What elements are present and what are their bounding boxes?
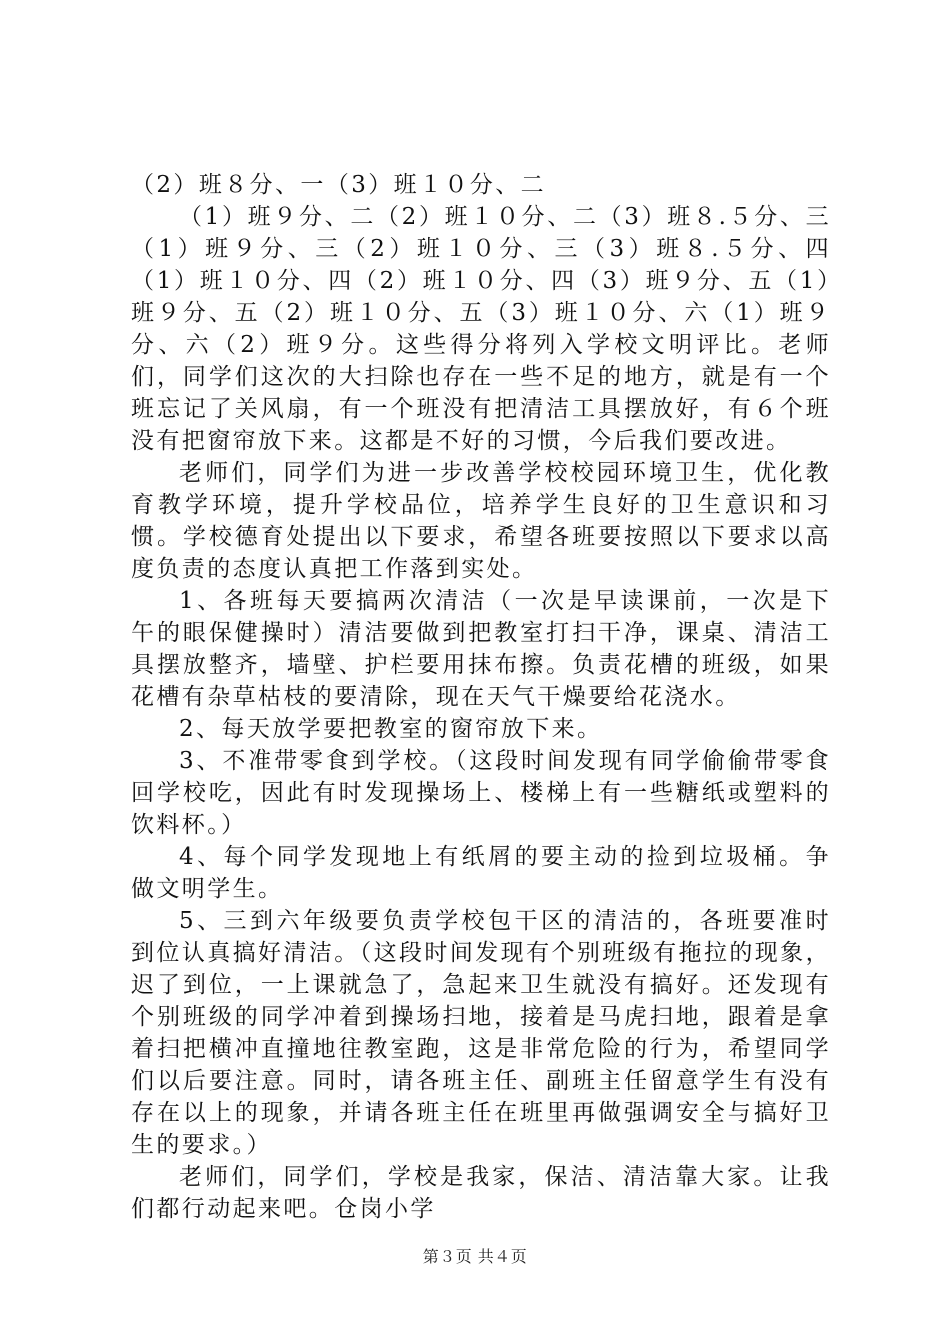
paragraph-closing: 老师们，同学们，学校是我家，保洁、清洁靠大家。让我们都行动起来吧。仓岗小学 [131,1164,831,1222]
document-body [131,169,831,1225]
paragraph-scores-continued: （1）班９分、二（2）班１０分、二（3）班８.５分、三（1）班９分、三（2）班１０分、三（3）班８.５分、四（1）班１０分、四（2）班１０分、四（3）班９分、五（1）班９分、五（2）班１０分、五（3）班１０分、六（1）班９分、六（2）班９分。这些得分将列入学校文明评比。老师们，同学们这次的大扫除也存在一些不足的地方，就是有一个班忘记了关风扇，有一个班没有把清洁工具摆放好，有６个班没有把窗帘放下来。这都是不好的习惯，今后我们要改进。 [131,204,831,454]
paragraph-requirement-2: 2、每天放学要把教室的窗帘放下来。 [179,716,603,742]
paragraph-scores-start: （2）班８分、一（3）班１０分、二 [131,172,547,198]
page-number-footer: 第３页 共４页 [422,1247,528,1266]
paragraph-requirement-5: 5、三到六年级要负责学校包干区的清洁的，各班要准时到位认真搞好清洁。（这段时间发现有个别班级有拖拉的现象，迟了到位，一上课就急了，急起来卫生就没有搞好。还发现有个别班级的同学冲着到操场扫地，接着是马虎扫地，跟着是拿着扫把横冲直撞地往教室跑，这是非常危险的行为，希望同学们以后要注意。同时，请各班主任、副班主任留意学生有没有存在以上的现象，并请各班主任在班里再做强调安全与搞好卫生的要求。） [131,908,831,1158]
paragraph-requirement-4: 4、每个同学发现地上有纸屑的要主动的捡到垃圾桶。争做文明学生。 [131,844,831,902]
paragraph-requirement-1: 1、各班每天要搞两次清洁（一次是早读课前，一次是下午的眼保健操时）清洁要做到把教室打扫干净，课桌、清洁工具摆放整齐，墙壁、护栏要用抹布擦。负责花槽的班级，如果花槽有杂草枯枝的要清除，现在天气干燥要给花浇水。 [131,588,831,710]
paragraph-requirement-3: 3、不准带零食到学校。（这段时间发现有同学偷偷带零食回学校吃，因此有时发现操场上、楼梯上有一些糖纸或塑料的饮料杯。） [131,748,831,838]
paragraph-requirements-intro: 老师们，同学们为进一步改善学校校园环境卫生，优化教育教学环境，提升学校品位，培养学生良好的卫生意识和习惯。学校德育处提出以下要求，希望各班要按照以下要求以高度负责的态度认真把工作落到实处。 [131,460,831,582]
